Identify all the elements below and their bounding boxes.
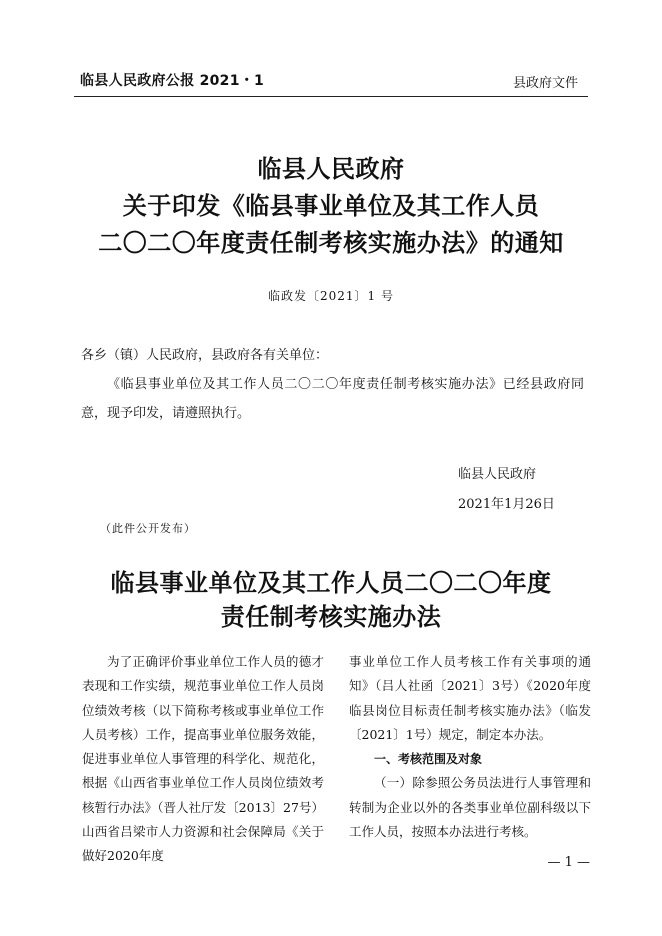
measures-title-line: 临县事业单位及其工作人员二〇二〇年度 xyxy=(110,568,552,597)
notice-title-line: 二〇二〇年度责任制考核实施办法》的通知 xyxy=(98,228,564,257)
notice-title-line: 关于印发《临县事业单位及其工作人员 xyxy=(122,191,540,220)
body-column-right xyxy=(349,650,591,844)
measures-title xyxy=(0,566,662,634)
notice-title-line: 临县人民政府 xyxy=(257,154,405,183)
page-number: — 1 — xyxy=(547,855,590,870)
section-heading: 一、考核范围及对象 xyxy=(374,752,483,767)
section-paragraph: （一）除参照公务员法进行人事管理和转制为企业以外的各类事业单位副科级以下工作人员，按照本办法进行考核。 xyxy=(349,775,591,840)
addressee: 各乡（镇）人民政府，县政府各有关单位： xyxy=(81,348,329,363)
document-number: 临政发〔2021〕1 号 xyxy=(268,289,394,303)
notice-body: 《临县事业单位及其工作人员二〇二〇年度责任制考核实施办法》已经县政府同意，现予印发，请遵照执行。 xyxy=(81,377,584,421)
issuer-signature: 临县人民政府 xyxy=(458,467,537,482)
issue-date: 2021年1月26日 xyxy=(458,497,555,512)
body-column-left xyxy=(82,650,324,869)
publish-note: （此件公开发布） xyxy=(100,522,196,535)
intro-paragraph-continued: 事业单位工作人员考核工作有关事项的通知》（吕人社函〔2021〕3号）《2020年度临县岗位目标责任制考核实施办法》（临发〔2021〕1号）规定，制定本办法。 xyxy=(349,654,591,742)
header-publication-title: 临县人民政府公报 2021・1 xyxy=(80,73,265,89)
measures-title-line: 责任制考核实施办法 xyxy=(220,602,442,631)
intro-paragraph: 为了正确评价事业单位工作人员的德才表现和工作实绩，规范事业单位工作人员岗位绩效考核（以下简称考核或事业单位工作人员考核）工作，提高事业单位服务效能，促进事业单位人事管理的科学化、规范化，根据《山西省事业单位工作人员岗位绩效考核暂行办法》（晋人社厅发〔2013〕27号）山西省吕梁市人力资源和社会保障局《关于做好2020年度 xyxy=(82,654,324,864)
header-section-label: 县政府文件 xyxy=(512,76,578,91)
notice-title xyxy=(0,150,662,261)
header-divider xyxy=(74,96,588,97)
